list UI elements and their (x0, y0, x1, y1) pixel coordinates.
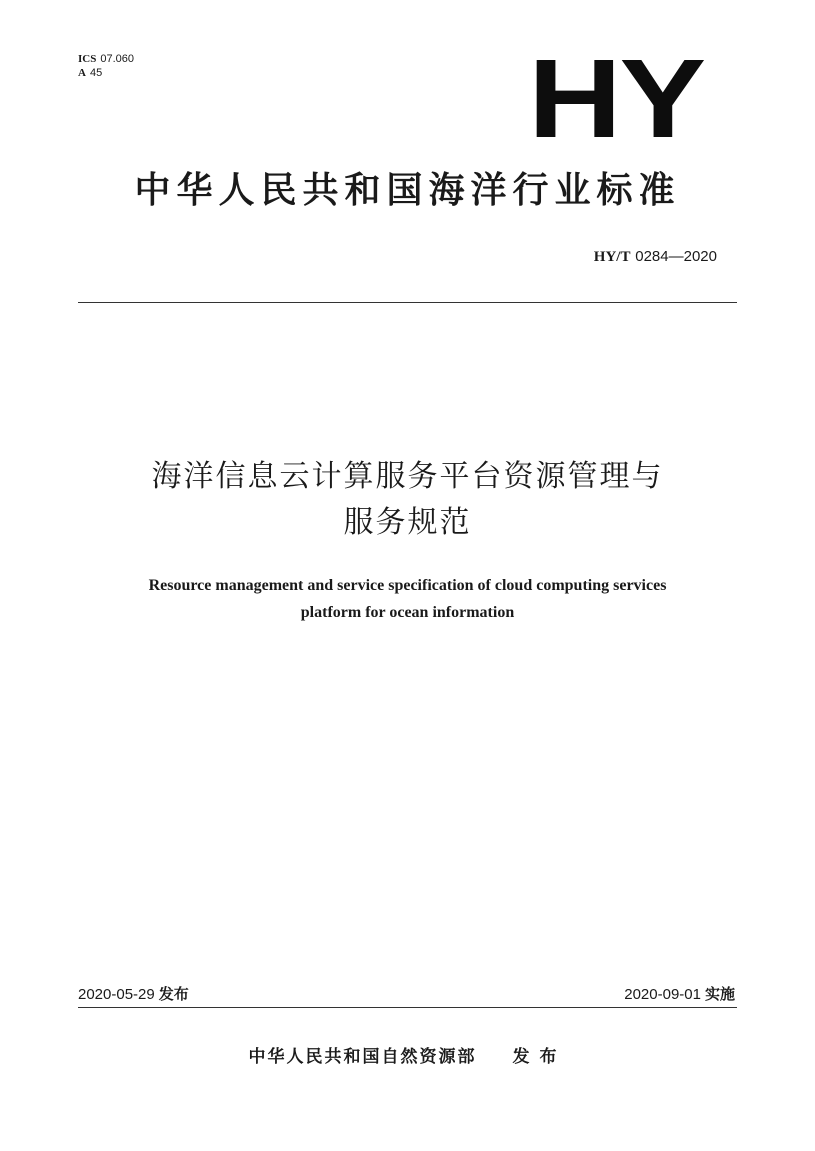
ics-label: ICS (78, 53, 97, 65)
standard-code-number: 0284—2020 (635, 248, 717, 265)
ics-line (78, 52, 134, 66)
effective-date-line (624, 984, 735, 1005)
issuer-organization: 中华人民共和国自然资源部 (248, 1047, 477, 1067)
header-divider (78, 302, 737, 303)
publish-label: 发布 (158, 985, 189, 1003)
ccs-value: 45 (89, 67, 103, 79)
classification-codes (78, 52, 134, 80)
hy-logo: HY (528, 36, 704, 161)
standard-code-prefix: HY/T (593, 249, 631, 265)
title-en-line2: platform for ocean information (300, 604, 515, 621)
ics-value: 07.060 (100, 53, 134, 65)
ccs-label: A (78, 67, 86, 79)
publish-date-line (78, 984, 189, 1005)
footer-divider (78, 1007, 737, 1008)
title-cn-line1: 海洋信息云计算服务平台资源管理与 (151, 459, 664, 494)
ccs-line (78, 66, 134, 80)
issuer-action: 发布 (512, 1047, 567, 1067)
effective-label: 实施 (704, 985, 735, 1003)
effective-date: 2020-09-01 (624, 986, 701, 1003)
standard-code (594, 246, 717, 267)
title-cn-line2: 服务规范 (343, 505, 472, 540)
issuer-line (0, 1045, 815, 1069)
standard-category-title: 中华人民共和国海洋行业标准 (134, 170, 681, 211)
publish-date: 2020-05-29 (78, 986, 155, 1003)
title-en-line1: Resource management and service specification of cloud computing services (148, 577, 667, 594)
